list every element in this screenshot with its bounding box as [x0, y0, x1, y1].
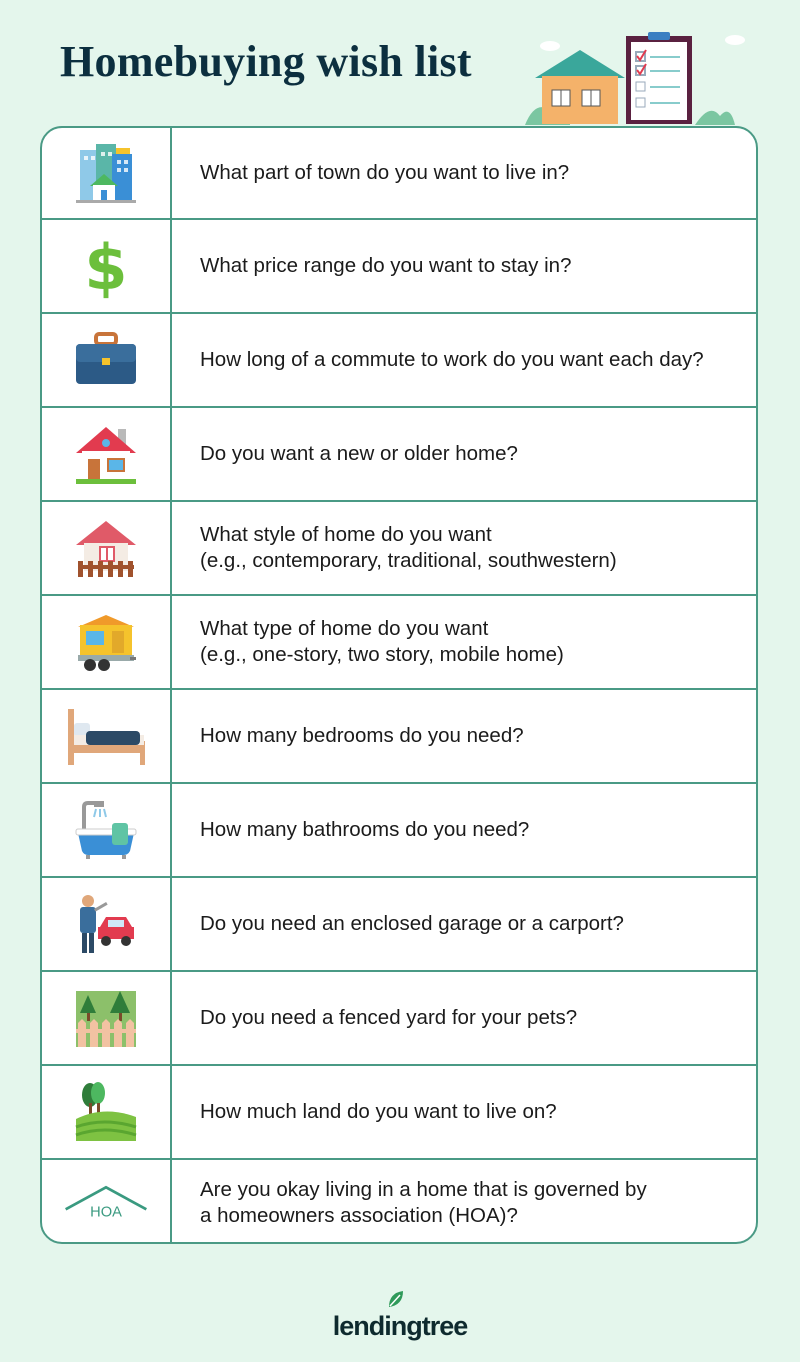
house-with-fence-icon [62, 512, 150, 584]
question-line-1: How much land do you want to live on? [200, 1100, 557, 1123]
table-row [42, 502, 756, 596]
table-row [42, 596, 756, 690]
bathtub-icon [62, 794, 150, 866]
question-text [200, 502, 742, 594]
fenced-yard-icon [62, 982, 150, 1054]
table-row [42, 408, 756, 502]
leaf-icon [387, 1289, 405, 1309]
table-row [42, 128, 756, 220]
question-text [200, 1066, 742, 1158]
question-text [200, 314, 742, 406]
hoa-roof-icon [62, 1166, 150, 1238]
question-line-1: What type of home do you want [200, 617, 489, 640]
table-row [42, 972, 756, 1066]
mechanic-car-icon [62, 888, 150, 960]
question-line-1: What style of home do you want [200, 523, 492, 546]
table-row [42, 220, 756, 314]
hoa-label: HOA [90, 1204, 122, 1221]
city-buildings-icon [62, 138, 150, 210]
house-checklist-illustration [520, 20, 760, 130]
question-line-1: Are you okay living in a home that is governed by [200, 1178, 647, 1201]
briefcase-icon [62, 324, 150, 396]
question-line-1: Do you want a new or older home? [200, 442, 518, 465]
question-line-2: (e.g., one-story, two story, mobile home) [200, 643, 564, 666]
question-line-1: What price range do you want to stay in? [200, 254, 572, 277]
svg-text:$: $ [84, 233, 128, 299]
question-line-1: What part of town do you want to live in? [200, 161, 570, 184]
table-row [42, 1066, 756, 1160]
mobile-home-icon [62, 606, 150, 678]
table-row [42, 314, 756, 408]
brand-name: lendingtree [332, 1311, 468, 1341]
question-text [200, 972, 742, 1064]
question-text [200, 408, 742, 500]
question-text [200, 596, 742, 688]
question-line-1: Do you need a fenced yard for your pets? [200, 1006, 578, 1029]
question-line-1: Do you need an enclosed garage or a carport? [200, 912, 624, 935]
page-title: Homebuying wish list [60, 37, 472, 86]
question-text [200, 690, 742, 782]
question-text [200, 220, 742, 312]
question-text [200, 878, 742, 970]
question-line-1: How long of a commute to work do you want each day? [200, 348, 704, 371]
question-line-2: a homeowners association (HOA)? [200, 1204, 518, 1227]
house-icon [62, 418, 150, 490]
table-row [42, 1160, 756, 1244]
question-text [200, 784, 742, 876]
table-row [42, 878, 756, 972]
table-row [42, 784, 756, 878]
question-line-2: (e.g., contemporary, traditional, southwestern) [200, 549, 617, 572]
question-line-1: How many bedrooms do you need? [200, 724, 524, 747]
question-text [200, 1160, 742, 1244]
bed-icon [62, 700, 150, 772]
wish-list-table [40, 126, 758, 1244]
question-text [200, 128, 742, 218]
table-row [42, 690, 756, 784]
dollar-sign-icon [62, 230, 150, 302]
question-line-1: How many bathrooms do you need? [200, 818, 530, 841]
land-trees-icon [62, 1076, 150, 1148]
lendingtree-logo [0, 1292, 800, 1342]
